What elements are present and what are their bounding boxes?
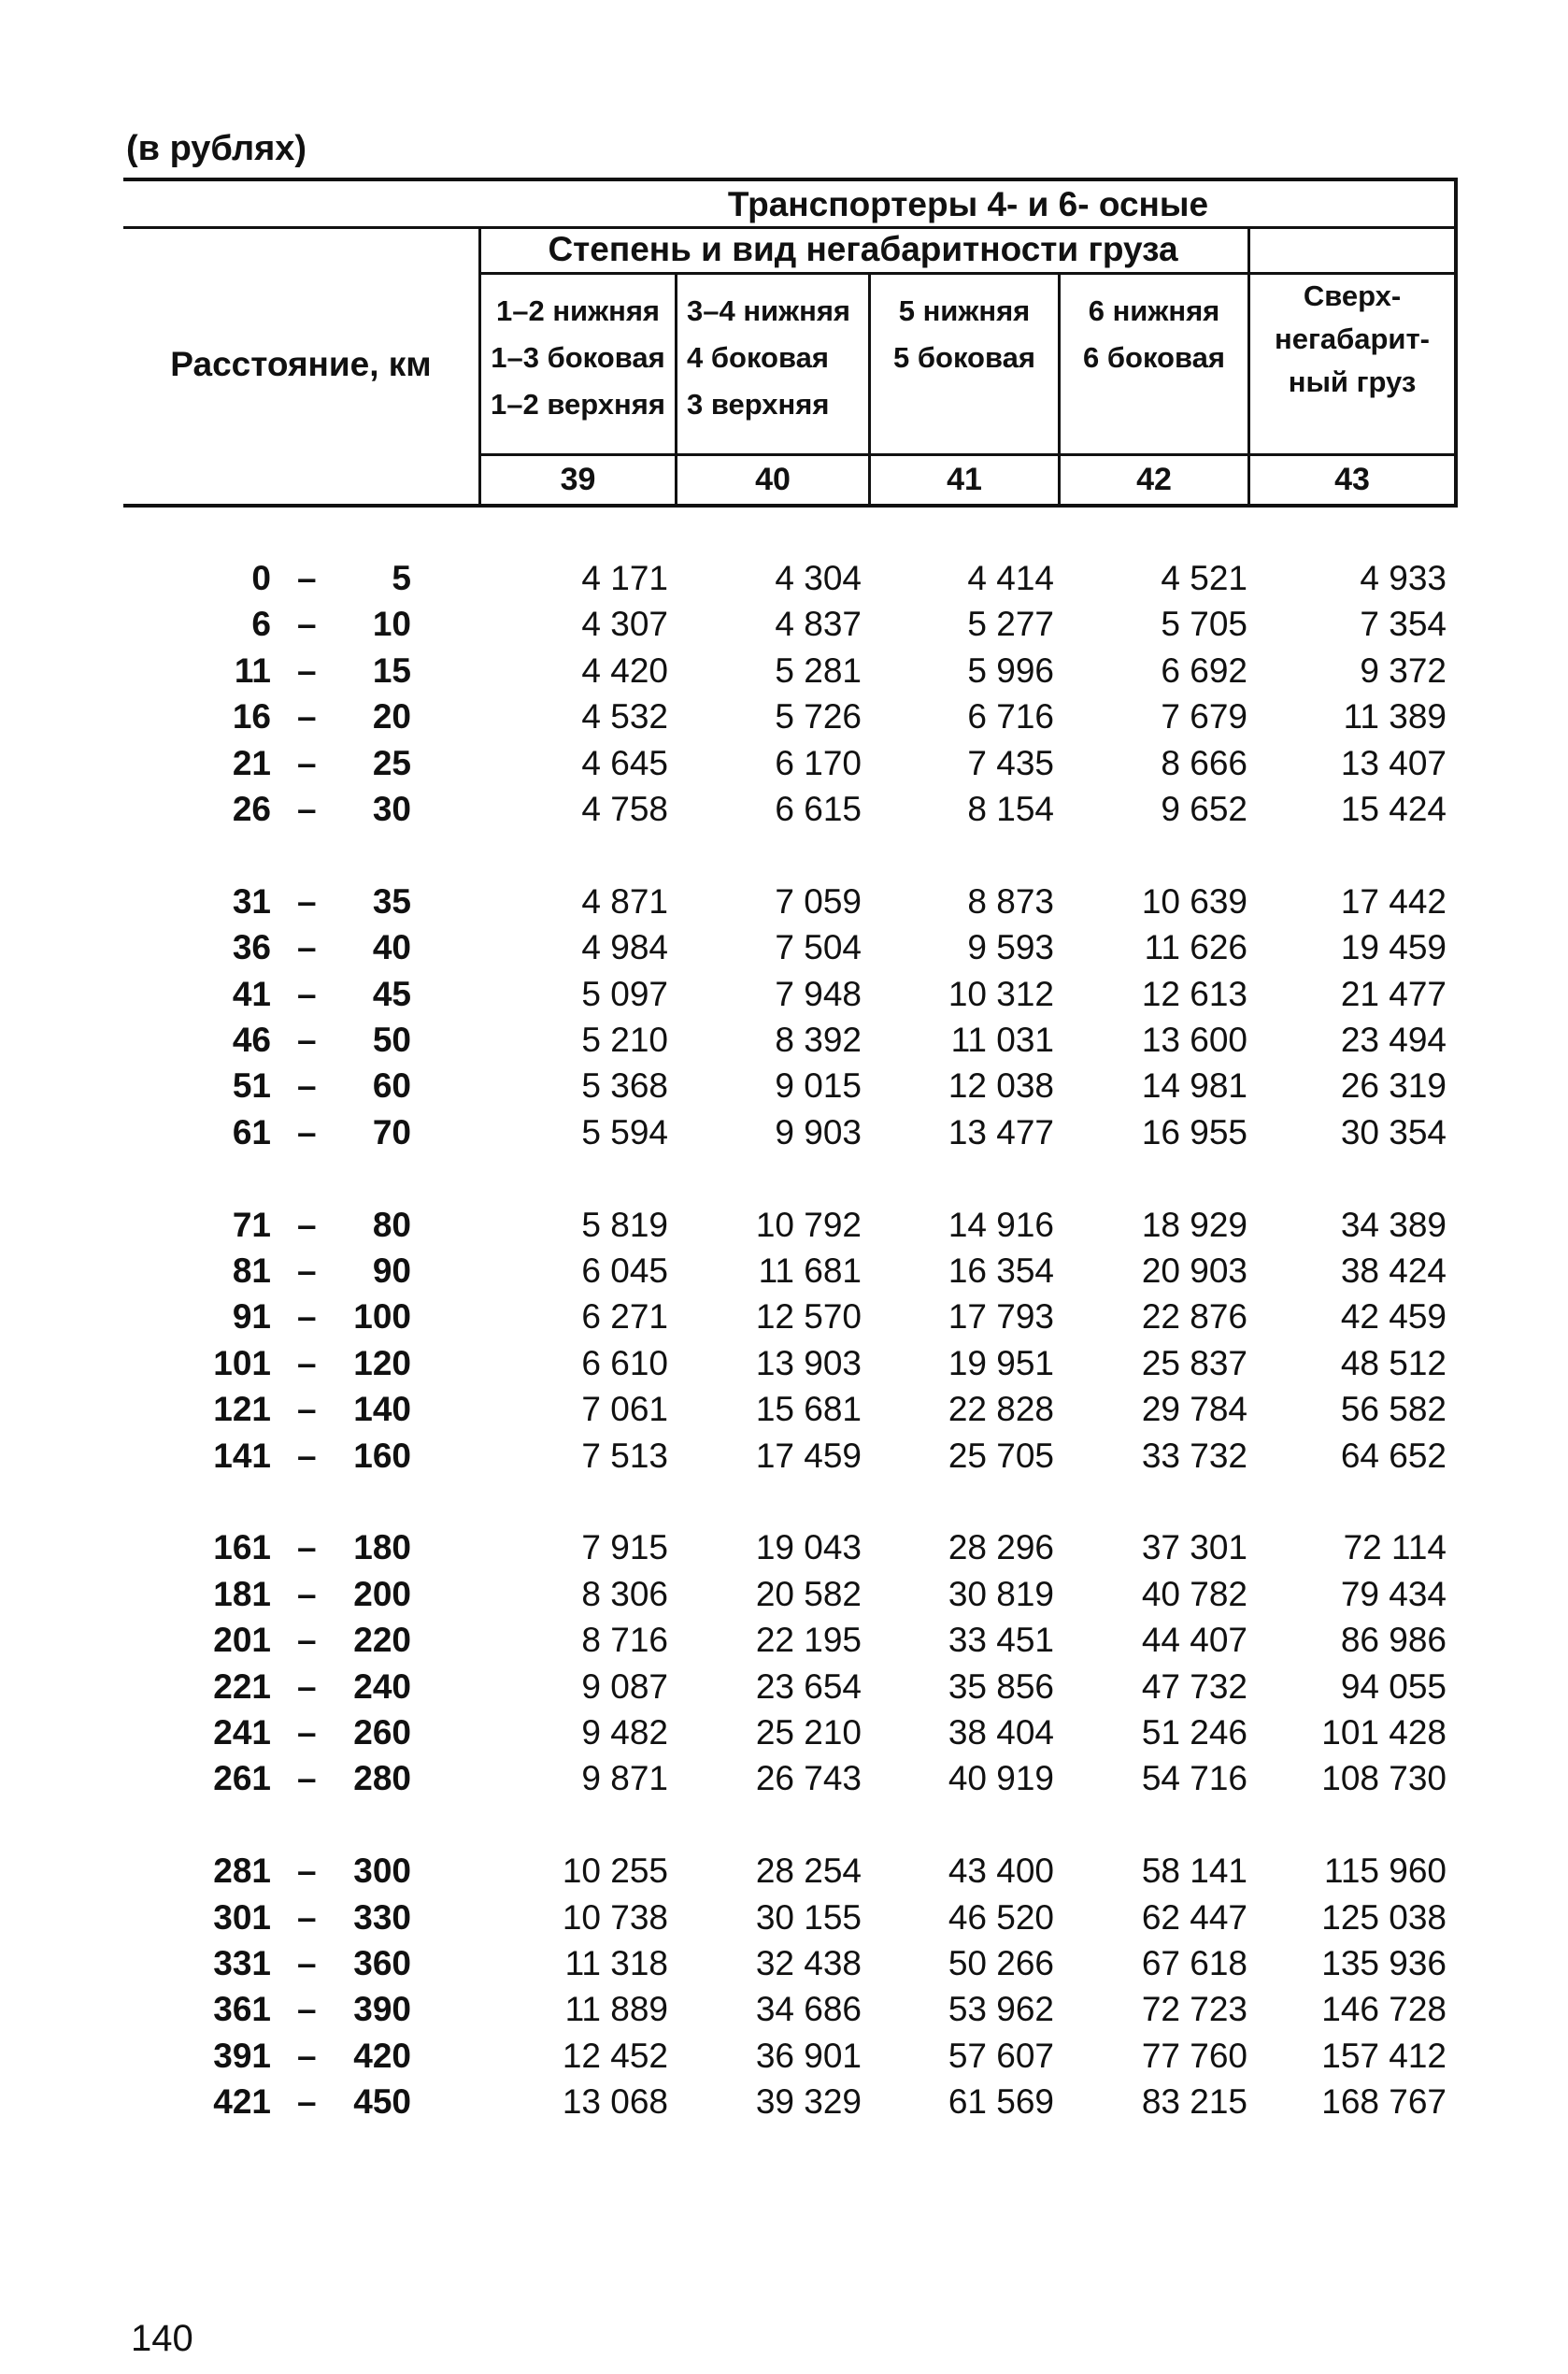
table-row — [0, 1990, 1568, 2033]
table-row — [0, 928, 1568, 971]
distance-from: 71 — [232, 1205, 271, 1244]
rate-cell: 8 716 — [581, 1621, 668, 1660]
distance-from: 361 — [213, 1990, 271, 2029]
table-row — [0, 605, 1568, 648]
table-row — [0, 1713, 1568, 1756]
table-row — [0, 1528, 1568, 1571]
rate-cell: 50 266 — [948, 1944, 1054, 1982]
range-dash: – — [297, 1251, 317, 1290]
distance-from: 91 — [232, 1297, 271, 1337]
rate-cell: 23 494 — [1340, 1021, 1447, 1059]
rate-cell: 8 392 — [775, 1021, 862, 1059]
range-dash: – — [297, 2082, 317, 2122]
table-row — [0, 744, 1568, 787]
rate-cell: 101 428 — [1321, 1713, 1447, 1752]
rate-cell: 4 758 — [581, 790, 668, 828]
distance-to: 330 — [353, 1897, 411, 1937]
rate-cell: 11 681 — [758, 1251, 862, 1290]
distance-from: 31 — [232, 881, 271, 921]
rate-cell: 146 728 — [1321, 1990, 1447, 2029]
page-number: 140 — [131, 2318, 193, 2359]
rate-cell: 4 933 — [1360, 559, 1447, 597]
table-row — [0, 882, 1568, 925]
rate-cell: 6 692 — [1161, 651, 1247, 690]
range-dash: – — [297, 1343, 317, 1382]
rate-cell: 7 504 — [775, 928, 862, 967]
rate-cell: 15 424 — [1340, 790, 1447, 828]
rate-cell: 135 936 — [1321, 1944, 1447, 1982]
rate-cell: 9 482 — [581, 1713, 668, 1752]
range-dash: – — [297, 1574, 317, 1613]
rate-cell: 9 087 — [581, 1666, 668, 1706]
distance-to: 25 — [372, 743, 411, 782]
rate-cell: 9 871 — [581, 1759, 668, 1798]
rate-cell: 16 354 — [948, 1251, 1054, 1290]
distance-from: 261 — [213, 1759, 271, 1798]
rate-cell: 17 459 — [755, 1436, 862, 1475]
distance-to: 20 — [372, 697, 411, 737]
table-row — [0, 2082, 1568, 2125]
rate-cell: 77 760 — [1141, 2036, 1247, 2075]
column-header-39: 1–2 нижняя 1–3 боковая 1–2 верхняя — [491, 294, 665, 421]
rate-cell: 6 716 — [967, 697, 1054, 737]
rate-cell: 12 452 — [562, 2036, 668, 2075]
rate-cell: 8 873 — [967, 881, 1054, 921]
rate-cell: 20 903 — [1141, 1251, 1247, 1290]
rate-cell: 5 726 — [775, 697, 862, 737]
distance-from: 101 — [213, 1343, 271, 1382]
rate-cell: 5 594 — [581, 1112, 668, 1151]
distance-to: 240 — [353, 1666, 411, 1706]
column-header-40: 3–4 нижняя 4 боковая 3 верхняя — [687, 294, 850, 421]
rate-cell: 4 307 — [581, 605, 668, 644]
rate-cell: 13 407 — [1340, 743, 1447, 782]
rate-cell: 40 782 — [1141, 1574, 1247, 1613]
rate-cell: 14 981 — [1141, 1066, 1247, 1106]
rate-cell: 5 210 — [581, 1021, 668, 1059]
distance-from: 281 — [213, 1852, 271, 1891]
distance-from: 161 — [213, 1528, 271, 1567]
rate-cell: 30 819 — [948, 1574, 1054, 1613]
rate-cell: 7 059 — [775, 881, 862, 921]
rate-cell: 48 512 — [1340, 1343, 1447, 1382]
rate-cell: 35 856 — [948, 1666, 1054, 1706]
rate-cell: 4 837 — [775, 605, 862, 644]
distance-to: 70 — [372, 1112, 411, 1151]
column-number-40: 40 — [755, 462, 791, 497]
distance-to: 120 — [353, 1343, 411, 1382]
distance-to: 160 — [353, 1436, 411, 1475]
table-row — [0, 1437, 1568, 1480]
distance-from: 301 — [213, 1897, 271, 1937]
distance-from: 26 — [232, 790, 271, 828]
rate-cell: 7 948 — [775, 974, 862, 1013]
distance-to: 80 — [372, 1205, 411, 1244]
rate-cell: 44 407 — [1141, 1621, 1247, 1660]
distance-from: 141 — [213, 1436, 271, 1475]
rate-cell: 4 414 — [967, 559, 1054, 597]
rate-cell: 15 681 — [755, 1390, 862, 1429]
rate-cell: 94 055 — [1340, 1666, 1447, 1706]
rate-cell: 168 767 — [1321, 2082, 1447, 2122]
distance-to: 35 — [372, 881, 411, 921]
range-dash: – — [297, 1666, 317, 1706]
distance-from: 241 — [213, 1713, 271, 1752]
rate-cell: 11 318 — [564, 1944, 668, 1982]
rate-cell: 4 304 — [775, 559, 862, 597]
rate-cell: 11 626 — [1144, 928, 1247, 967]
distance-to: 360 — [353, 1944, 411, 1982]
rate-cell: 18 929 — [1141, 1205, 1247, 1244]
range-dash: – — [297, 1066, 317, 1106]
rate-cell: 8 306 — [581, 1574, 668, 1613]
distance-to: 200 — [353, 1574, 411, 1613]
distance-to: 100 — [353, 1297, 411, 1337]
table-row — [0, 1944, 1568, 1987]
rate-cell: 115 960 — [1324, 1852, 1447, 1891]
range-dash: – — [297, 1390, 317, 1429]
distance-from: 36 — [232, 928, 271, 967]
table-row — [0, 1251, 1568, 1294]
rate-cell: 26 319 — [1340, 1066, 1447, 1106]
rate-cell: 40 919 — [948, 1759, 1054, 1798]
rate-cell: 11 889 — [564, 1990, 668, 2029]
rate-cell: 5 996 — [967, 651, 1054, 690]
rate-cell: 11 389 — [1343, 697, 1447, 737]
distance-from: 21 — [232, 743, 271, 782]
rate-cell: 157 412 — [1321, 2036, 1447, 2075]
rate-cell: 43 400 — [948, 1852, 1054, 1891]
distance-from: 221 — [213, 1666, 271, 1706]
rate-cell: 4 984 — [581, 928, 668, 967]
rate-cell: 17 442 — [1340, 881, 1447, 921]
table-row — [0, 1852, 1568, 1895]
distance-to: 220 — [353, 1621, 411, 1660]
rate-cell: 46 520 — [948, 1897, 1054, 1937]
rate-cell: 108 730 — [1321, 1759, 1447, 1798]
rate-cell: 10 738 — [562, 1897, 668, 1937]
rate-cell: 9 015 — [775, 1066, 862, 1106]
rate-cell: 25 705 — [948, 1436, 1054, 1475]
rate-cell: 10 312 — [948, 974, 1054, 1013]
range-dash: – — [297, 2036, 317, 2075]
distance-to: 45 — [372, 974, 411, 1013]
distance-from: 46 — [232, 1021, 271, 1059]
table-row — [0, 1021, 1568, 1064]
range-dash: – — [297, 1990, 317, 2029]
range-dash: – — [297, 697, 317, 737]
rate-cell: 7 061 — [581, 1390, 668, 1429]
rate-cell: 30 354 — [1340, 1112, 1447, 1151]
rate-cell: 5 277 — [967, 605, 1054, 644]
distance-from: 0 — [251, 559, 271, 597]
rate-cell: 5 705 — [1161, 605, 1247, 644]
rate-cell: 12 613 — [1141, 974, 1247, 1013]
rate-cell: 8 666 — [1161, 743, 1247, 782]
rate-cell: 10 792 — [755, 1205, 862, 1244]
table-row — [0, 1575, 1568, 1618]
distance-from: 51 — [232, 1066, 271, 1106]
rate-cell: 7 679 — [1161, 697, 1247, 737]
rate-cell: 9 652 — [1161, 790, 1247, 828]
rate-cell: 19 043 — [755, 1528, 862, 1567]
range-dash: – — [297, 605, 317, 644]
rate-cell: 79 434 — [1340, 1574, 1447, 1613]
rate-cell: 11 031 — [950, 1021, 1054, 1059]
rate-cell: 14 916 — [948, 1205, 1054, 1244]
rate-cell: 12 570 — [755, 1297, 862, 1337]
column-number-42: 42 — [1136, 462, 1172, 497]
distance-column-label: Расстояние, км — [170, 345, 432, 383]
rate-cell: 33 732 — [1141, 1436, 1247, 1475]
rate-cell: 33 451 — [948, 1621, 1054, 1660]
range-dash: – — [297, 1021, 317, 1059]
rate-cell: 72 114 — [1343, 1528, 1447, 1567]
range-dash: – — [297, 790, 317, 828]
distance-to: 50 — [372, 1021, 411, 1059]
range-dash: – — [297, 651, 317, 690]
rate-cell: 61 569 — [948, 2082, 1054, 2122]
rate-cell: 51 246 — [1141, 1713, 1247, 1752]
distance-from: 16 — [232, 697, 271, 737]
rate-cell: 7 513 — [581, 1436, 668, 1475]
rate-cell: 12 038 — [948, 1066, 1054, 1106]
rate-cell: 22 876 — [1141, 1297, 1247, 1337]
table-row — [0, 975, 1568, 1018]
rate-cell: 56 582 — [1340, 1390, 1447, 1429]
rate-cell: 53 962 — [948, 1990, 1054, 2029]
rate-cell: 9 593 — [967, 928, 1054, 967]
rate-cell: 23 654 — [755, 1666, 862, 1706]
distance-from: 6 — [251, 605, 271, 644]
distance-to: 10 — [372, 605, 411, 644]
rate-cell: 37 301 — [1141, 1528, 1247, 1567]
rate-cell: 13 600 — [1141, 1021, 1247, 1059]
column-header-41: 5 нижняя 5 боковая — [893, 294, 1035, 374]
range-dash: – — [297, 1205, 317, 1244]
rate-cell: 19 459 — [1340, 928, 1447, 967]
rate-cell: 10 255 — [562, 1852, 668, 1891]
rate-cell: 22 828 — [948, 1390, 1054, 1429]
rate-cell: 42 459 — [1340, 1297, 1447, 1337]
rate-cell: 58 141 — [1141, 1852, 1247, 1891]
rate-cell: 5 097 — [581, 974, 668, 1013]
range-dash: – — [297, 1944, 317, 1982]
distance-to: 450 — [353, 2082, 411, 2122]
range-dash: – — [297, 1759, 317, 1798]
rate-cell: 4 645 — [581, 743, 668, 782]
rate-cell: 83 215 — [1141, 2082, 1247, 2122]
column-number-39: 39 — [560, 462, 596, 497]
table-row — [0, 1667, 1568, 1710]
rate-cell: 22 195 — [755, 1621, 862, 1660]
range-dash: – — [297, 974, 317, 1013]
range-dash: – — [297, 1297, 317, 1337]
rate-cell: 6 045 — [581, 1251, 668, 1290]
distance-to: 5 — [392, 559, 411, 597]
range-dash: – — [297, 1897, 317, 1937]
rate-cell: 5 281 — [775, 651, 862, 690]
rate-cell: 25 837 — [1141, 1343, 1247, 1382]
rate-cell: 29 784 — [1141, 1390, 1247, 1429]
rate-cell: 13 477 — [948, 1112, 1054, 1151]
distance-from: 421 — [213, 2082, 271, 2122]
distance-to: 60 — [372, 1066, 411, 1106]
range-dash: – — [297, 928, 317, 967]
rate-cell: 9 372 — [1360, 651, 1447, 690]
rate-cell: 13 903 — [755, 1343, 862, 1382]
rate-cell: 26 743 — [755, 1759, 862, 1798]
rate-cell: 28 296 — [948, 1528, 1054, 1567]
column-number-41: 41 — [947, 462, 982, 497]
rate-cell: 6 610 — [581, 1343, 668, 1382]
rate-cell: 4 871 — [581, 881, 668, 921]
rate-cell: 32 438 — [755, 1944, 862, 1982]
distance-to: 180 — [353, 1528, 411, 1567]
table-row — [0, 559, 1568, 602]
distance-from: 391 — [213, 2036, 271, 2075]
column-header-42: 6 нижняя 6 боковая — [1083, 294, 1225, 374]
distance-to: 260 — [353, 1713, 411, 1752]
rate-cell: 6 615 — [775, 790, 862, 828]
group-title: Транспортеры 4- и 6- осные — [727, 185, 1209, 223]
table-row — [0, 1344, 1568, 1387]
distance-to: 40 — [372, 928, 411, 967]
rate-cell: 4 171 — [581, 559, 668, 597]
rate-cell: 4 532 — [581, 697, 668, 737]
rate-cell: 57 607 — [948, 2036, 1054, 2075]
rate-cell: 34 389 — [1340, 1205, 1447, 1244]
distance-to: 15 — [372, 651, 411, 690]
subgroup-title: Степень и вид негабаритности груза — [548, 230, 1178, 268]
distance-from: 181 — [213, 1574, 271, 1613]
distance-to: 90 — [372, 1251, 411, 1290]
column-header-43: Сверх- негабарит- ный груз — [1274, 279, 1430, 398]
distance-from: 121 — [213, 1390, 271, 1429]
rate-cell: 67 618 — [1141, 1944, 1247, 1982]
rate-cell: 72 723 — [1141, 1990, 1247, 2029]
rate-cell: 86 986 — [1340, 1621, 1447, 1660]
range-dash: – — [297, 1112, 317, 1151]
rate-cell: 30 155 — [755, 1897, 862, 1937]
rate-cell: 16 955 — [1141, 1112, 1247, 1151]
table-row — [0, 697, 1568, 740]
distance-to: 390 — [353, 1990, 411, 2029]
range-dash: – — [297, 743, 317, 782]
rate-cell: 62 447 — [1141, 1897, 1247, 1937]
rate-cell: 19 951 — [948, 1343, 1054, 1382]
rate-cell: 7 915 — [581, 1528, 668, 1567]
table-row — [0, 1066, 1568, 1109]
table-row — [0, 1898, 1568, 1941]
rate-cell: 64 652 — [1340, 1436, 1447, 1475]
table-row — [0, 1759, 1568, 1802]
column-number-43: 43 — [1334, 462, 1370, 497]
table-row — [0, 1390, 1568, 1433]
distance-to: 420 — [353, 2036, 411, 2075]
rate-cell: 5 368 — [581, 1066, 668, 1106]
rate-cell: 17 793 — [948, 1297, 1054, 1337]
rate-cell: 4 521 — [1161, 559, 1247, 597]
rate-cell: 28 254 — [755, 1852, 862, 1891]
rate-cell: 7 435 — [967, 743, 1054, 782]
rate-cell: 4 420 — [581, 651, 668, 690]
rate-cell: 38 404 — [948, 1713, 1054, 1752]
distance-from: 331 — [213, 1944, 271, 1982]
rate-cell: 36 901 — [755, 2036, 862, 2075]
rate-cell: 5 819 — [581, 1205, 668, 1244]
range-dash: – — [297, 1621, 317, 1660]
rate-cell: 6 170 — [775, 743, 862, 782]
range-dash: – — [297, 559, 317, 597]
range-dash: – — [297, 1528, 317, 1567]
rate-cell: 21 477 — [1340, 974, 1447, 1013]
rate-cell: 38 424 — [1340, 1251, 1447, 1290]
unit-label: (в рублях) — [126, 129, 307, 168]
rate-cell: 54 716 — [1141, 1759, 1247, 1798]
distance-to: 300 — [353, 1852, 411, 1891]
range-dash: – — [297, 1852, 317, 1891]
table-row — [0, 1297, 1568, 1340]
rate-cell: 6 271 — [581, 1297, 668, 1337]
rate-cell: 9 903 — [775, 1112, 862, 1151]
distance-to: 140 — [353, 1390, 411, 1429]
table-row — [0, 1206, 1568, 1249]
rate-cell: 8 154 — [967, 790, 1054, 828]
rate-cell: 20 582 — [755, 1574, 862, 1613]
rate-cell: 10 639 — [1141, 881, 1247, 921]
distance-to: 280 — [353, 1759, 411, 1798]
range-dash: – — [297, 1713, 317, 1752]
distance-from: 81 — [232, 1251, 271, 1290]
distance-from: 61 — [232, 1112, 271, 1151]
distance-from: 41 — [232, 974, 271, 1013]
rate-cell: 47 732 — [1141, 1666, 1247, 1706]
rate-cell: 34 686 — [755, 1990, 862, 2029]
table-row — [0, 1113, 1568, 1156]
range-dash: – — [297, 881, 317, 921]
table-row — [0, 2037, 1568, 2080]
distance-from: 201 — [213, 1621, 271, 1660]
range-dash: – — [297, 1436, 317, 1475]
rate-cell: 125 038 — [1321, 1897, 1447, 1937]
table-row — [0, 651, 1568, 694]
rate-cell: 7 354 — [1360, 605, 1447, 644]
rate-cell: 25 210 — [755, 1713, 862, 1752]
table-row — [0, 1621, 1568, 1664]
distance-to: 30 — [372, 790, 411, 828]
rate-cell: 13 068 — [562, 2082, 668, 2122]
table-row — [0, 790, 1568, 833]
rate-cell: 39 329 — [755, 2082, 862, 2122]
distance-from: 11 — [234, 651, 271, 690]
